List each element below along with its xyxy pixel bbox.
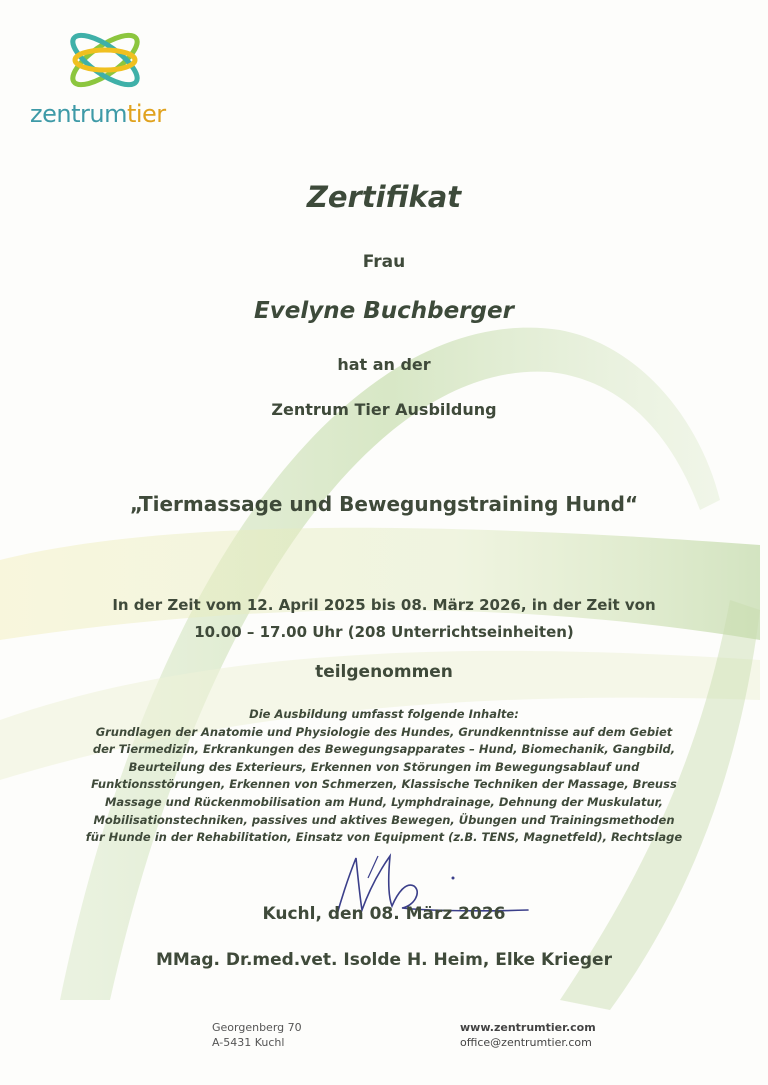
footer-address	[212, 1020, 302, 1050]
logo-text-part2: tier	[126, 100, 166, 128]
address-line-1: Georgenberg 70	[212, 1021, 302, 1034]
contents-line: der Tiermedizin, Erkrankungen des Bewegungsapparates – Hund, Biomechanik, Gangbild,	[92, 742, 676, 757]
logo-wordmark	[30, 100, 166, 128]
course-period	[0, 592, 768, 646]
website-link[interactable]: www.zentrumtier.com	[460, 1021, 596, 1034]
intro-line-1: hat an der	[337, 355, 431, 374]
contents-line: Grundlagen der Anatomie und Physiologie des Hundes, Grundkenntnisse auf dem Gebiet	[95, 724, 673, 739]
footer-contact	[460, 1020, 596, 1050]
period-line-2: 10.00 – 17.00 Uhr (208 Unterrichtseinheiten)	[194, 623, 574, 641]
intro-line-2: Zentrum Tier Ausbildung	[271, 400, 497, 419]
course-title: „Tiermassage und Bewegungstraining Hund“	[129, 492, 639, 516]
participated-label: teilgenommen	[315, 662, 453, 682]
contents-line: Funktionsstörungen, Erkennen von Schmerzen, Klassische Techniken der Massage, Breuss	[91, 777, 677, 792]
signatories: MMag. Dr.med.vet. Isolde H. Heim, Elke Krieger	[156, 950, 612, 970]
place-and-date: Kuchl, den 08. März 2026	[262, 904, 506, 924]
salutation: Frau	[362, 252, 406, 272]
recipient-name: Evelyne Buchberger	[254, 298, 514, 324]
contents-line: für Hunde in der Rehabilitation, Einsatz von Equipment (z.B. TENS, Magnetfeld), Rechtslage	[85, 830, 683, 845]
zentrum-tier-logo	[30, 22, 180, 132]
certificate-title: Zertifikat	[306, 180, 462, 214]
zentrum-tier-orbit-logo-icon	[60, 22, 150, 102]
course-contents	[0, 706, 768, 847]
period-line-1: In der Zeit vom 12. April 2025 bis 08. März 2026, in der Zeit von	[112, 596, 656, 614]
contents-line: Die Ausbildung umfasst folgende Inhalte:	[249, 707, 519, 721]
email-link[interactable]: office@zentrumtier.com	[460, 1036, 592, 1049]
contents-line: Beurteilung des Exterieurs, Erkennen von Störungen im Bewegungsablauf und	[128, 759, 640, 774]
address-line-2: A-5431 Kuchl	[212, 1036, 285, 1049]
contents-line: Mobilisationstechniken, passives und aktives Bewegen, Übungen und Trainingsmethoden	[93, 812, 675, 827]
logo-text-part1: zentrum	[30, 100, 127, 128]
contents-line: Massage und Rückenmobilisation am Hund, Lymphdrainage, Dehnung der Muskulatur,	[104, 794, 664, 809]
